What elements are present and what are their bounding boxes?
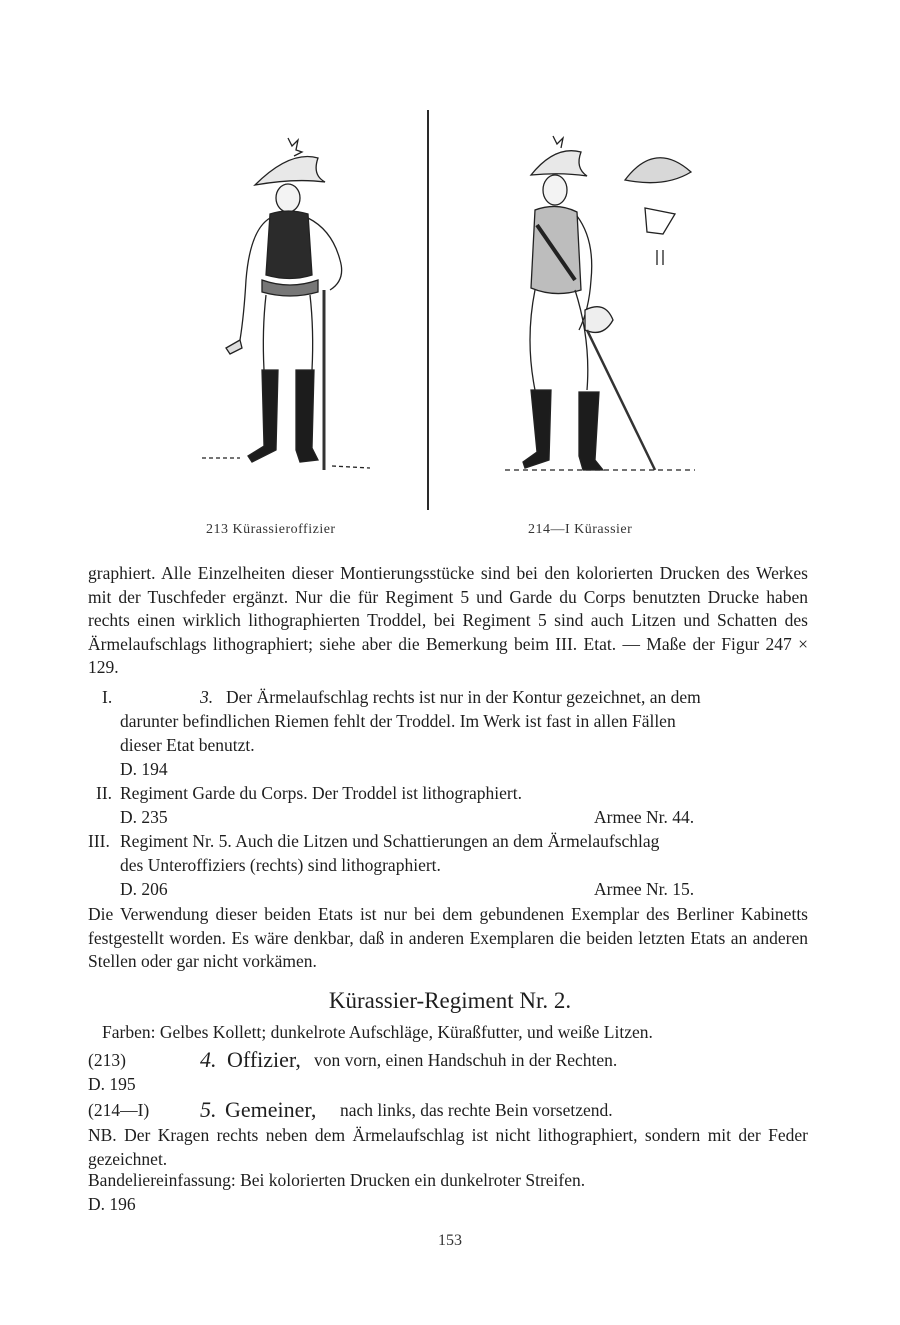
- figure-213-officer-illustration: [200, 130, 380, 485]
- etat-3-line1: Regiment Nr. 5. Auch die Litzen und Schattierungen an dem Ärmelaufschlag: [120, 831, 660, 851]
- etat-3-d-ref: D. 206: [120, 879, 168, 899]
- entry-213-title: Offizier,: [227, 1047, 301, 1072]
- etat-1-number: 3.: [200, 687, 214, 707]
- intro-paragraph: graphiert. Alle Einzelheiten dieser Montierungsstücke sind bei den kolorierten Drucken des Werkes mit der Tuschfeder ergänzt. Nur die für Regiment 5 und Garde du Corps benutzten Drucke haben rechts einen wirklich lithographierten Troddel, bei Regiment 5 sind auch Litzen und Schatten des Ärmelaufschlags lithographiert; siehe aber die Bemerkung beim III. Etat. — Maße der Figur 247 × 129.: [88, 563, 808, 677]
- etat-1-line3: dieser Etat benutzt.: [120, 735, 255, 755]
- figure-214-cuirassier-illustration: [495, 130, 710, 480]
- etat-3-line2: des Unteroffiziers (rechts) sind lithographiert.: [120, 855, 441, 875]
- etat-2-armee: Armee Nr. 44.: [594, 807, 695, 827]
- etat-2-d-ref: D. 235: [120, 807, 168, 827]
- nb-paragraph: NB. Der Kragen rechts neben dem Ärmelaufschlag ist nicht lithographiert, sondern mit der Feder gezeichnet.: [88, 1125, 808, 1169]
- figure-divider: [427, 110, 429, 510]
- entry-214-desc: nach links, das rechte Bein vorsetzend.: [340, 1100, 613, 1120]
- entry-214-number: 5.: [200, 1097, 217, 1122]
- etat-2-numeral: II.: [96, 783, 113, 803]
- entry-214-title: Gemeiner,: [225, 1097, 317, 1122]
- page-number: 153: [438, 1232, 462, 1249]
- entry-214-ref: (214—I): [88, 1100, 150, 1120]
- etat-3-armee: Armee Nr. 15.: [594, 879, 695, 899]
- etat-2-text: Regiment Garde du Corps. Der Troddel ist lithographiert.: [120, 783, 522, 803]
- entry-213-desc: von vorn, einen Handschuh in der Rechten.: [314, 1050, 618, 1070]
- section-heading: Kürassier-Regiment Nr. 2.: [328, 988, 572, 1013]
- figure-214-caption: 214—I Kürassier: [528, 522, 633, 537]
- section-d-ref: D. 196: [88, 1194, 136, 1214]
- section-colors: Farben: Gelbes Kollett; dunkelrote Aufschläge, Küraßfutter, und weiße Litzen.: [102, 1022, 653, 1042]
- entry-213-d-ref: D. 195: [88, 1074, 136, 1094]
- etat-1-line1: Der Ärmelaufschlag rechts ist nur in der Kontur gezeichnet, an dem: [226, 687, 701, 707]
- etat-3-numeral: III.: [88, 831, 110, 851]
- closing-paragraph: Die Verwendung dieser beiden Etats ist nur bei dem gebundenen Exemplar des Berliner Kabinetts festgestellt worden. Es wäre denkbar, daß in anderen Exemplaren die beiden letzten Etats an anderen Stellen oder gar nicht vorkämen.: [88, 904, 808, 971]
- entry-213-ref: (213): [88, 1050, 126, 1070]
- etat-1-line2: darunter befindlichen Riemen fehlt der Troddel. Im Werk ist fast in allen Fällen: [120, 711, 676, 731]
- band-paragraph: Bandeliereinfassung: Bei kolorierten Drucken ein dunkelroter Streifen.: [88, 1170, 586, 1190]
- entry-213-number: 4.: [200, 1047, 217, 1072]
- etat-1-numeral: I.: [102, 687, 113, 707]
- figure-213-caption: 213 Kürassieroffizier: [206, 522, 336, 537]
- etat-1-d-ref: D. 194: [120, 759, 168, 779]
